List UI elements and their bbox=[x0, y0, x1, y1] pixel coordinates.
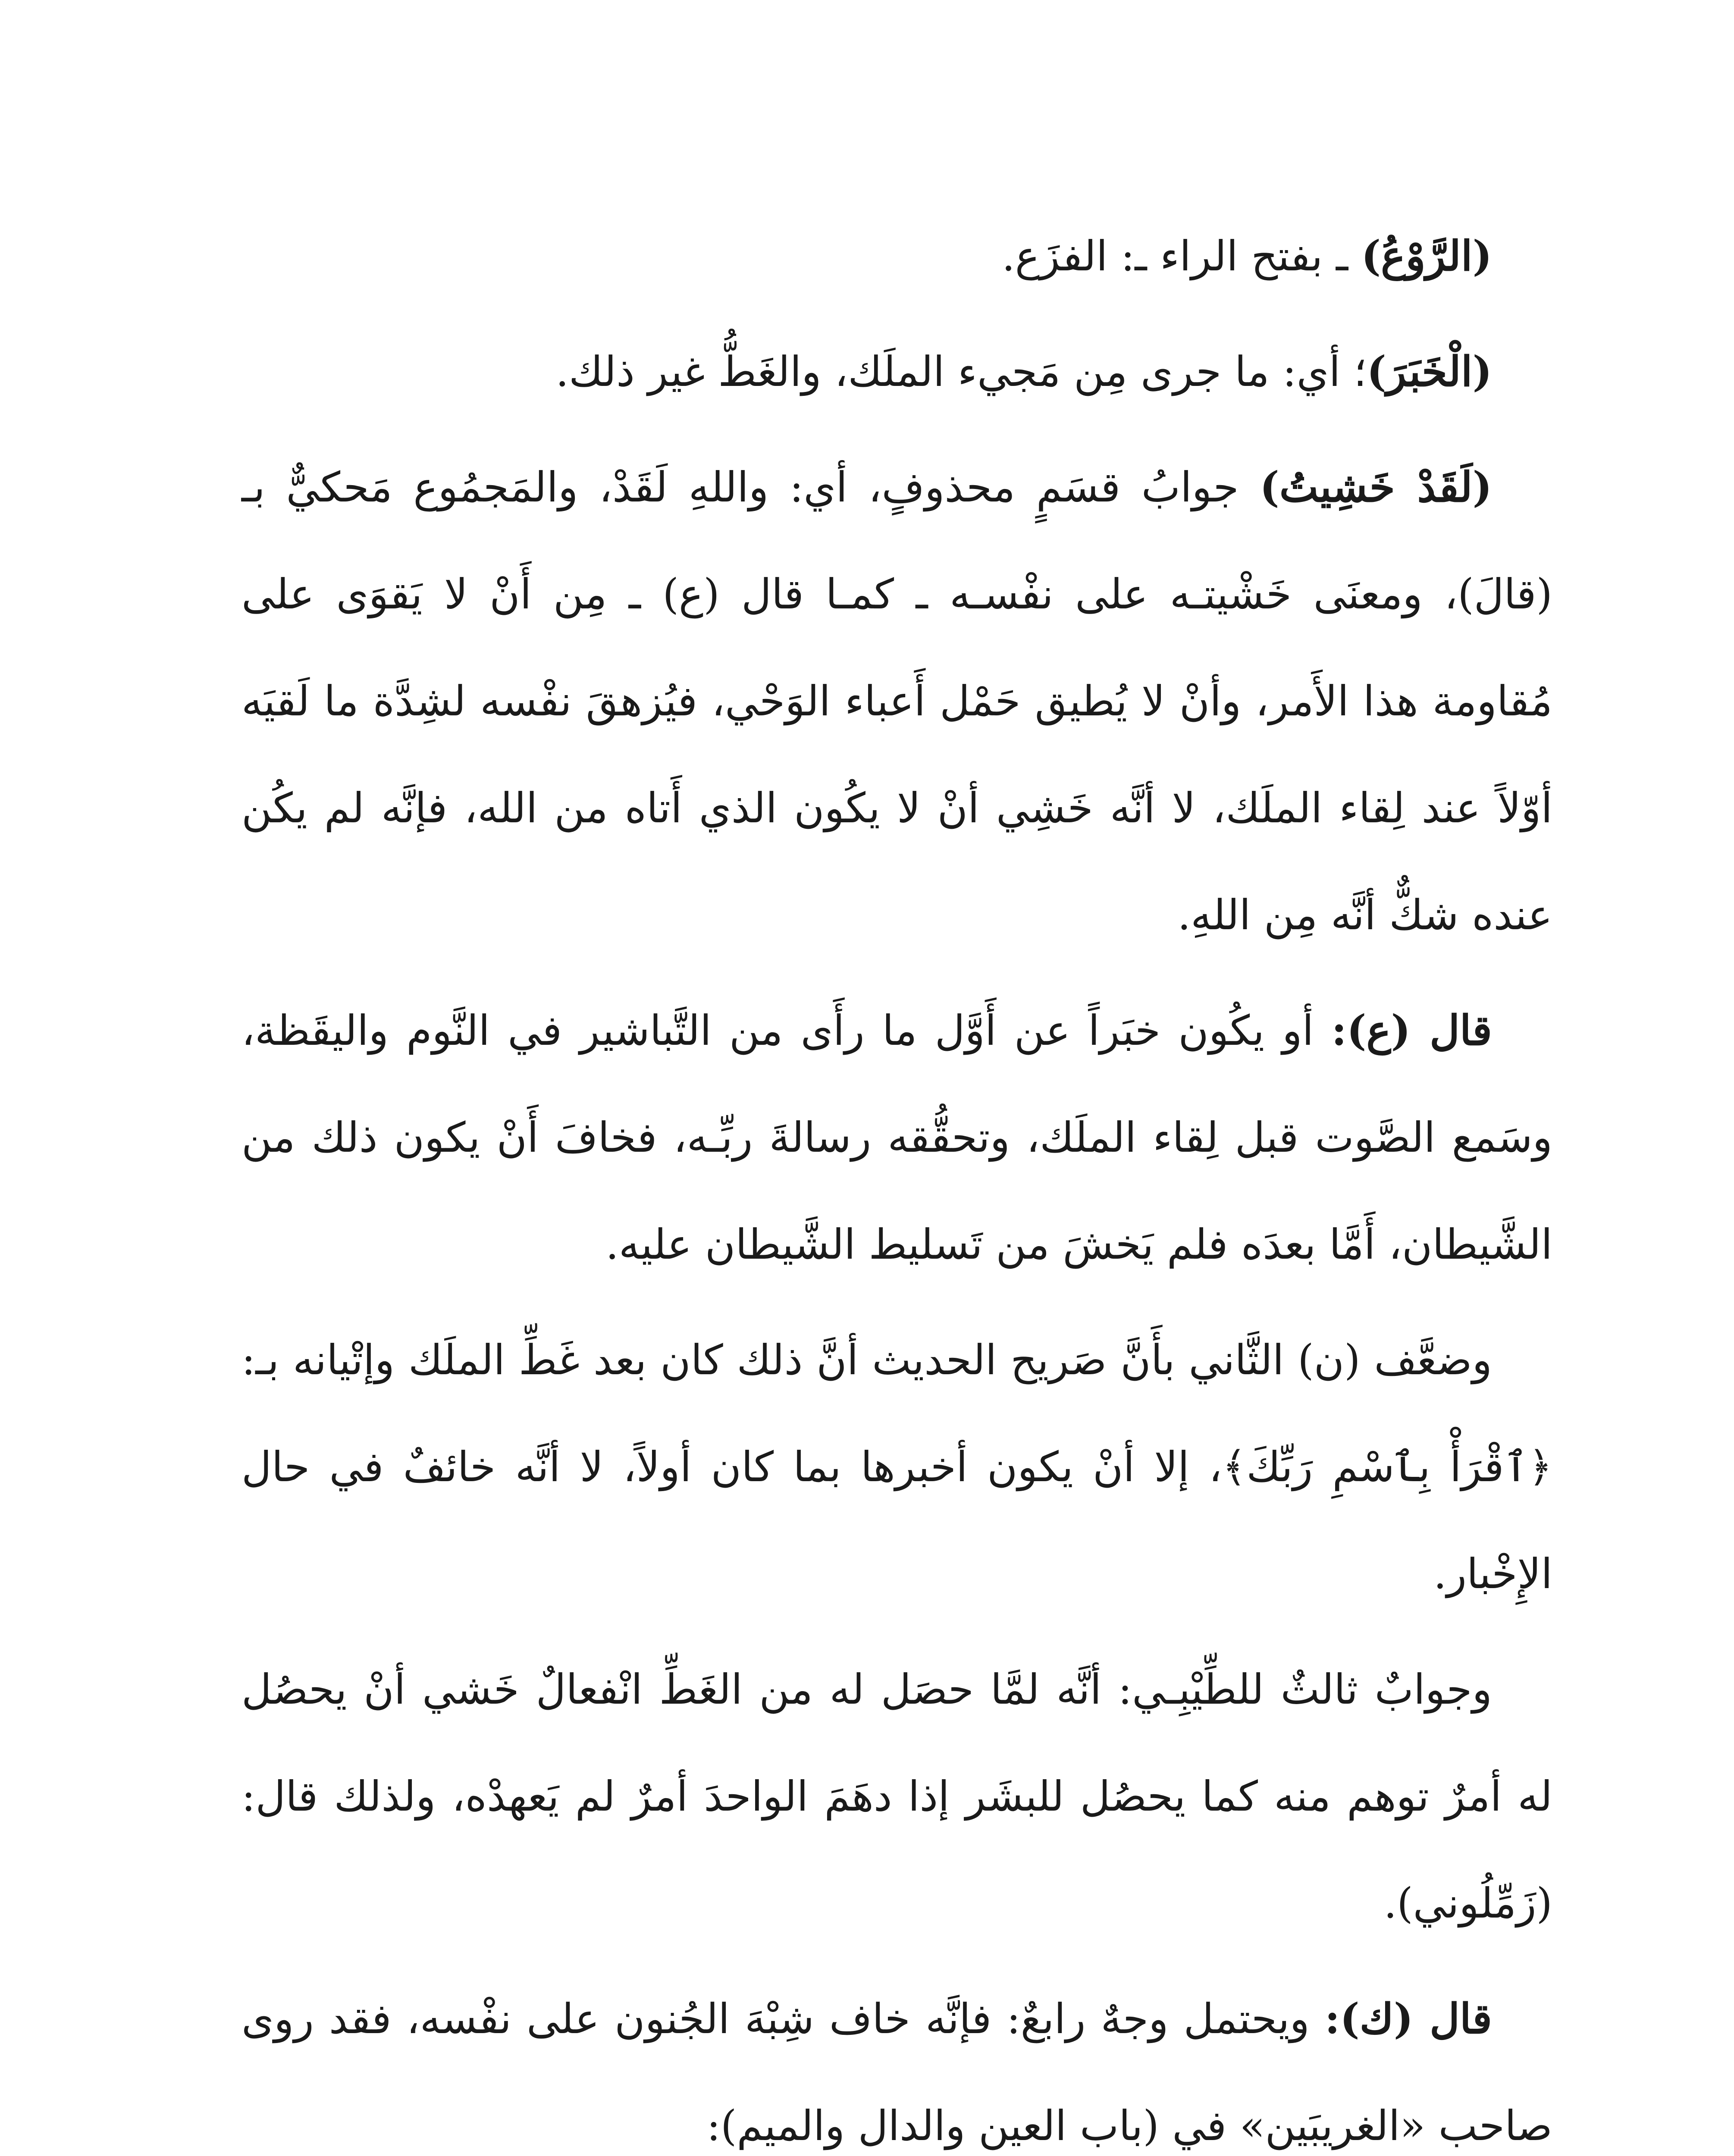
paragraph-text: ـ بفتح الراء ـ: الفزَع. bbox=[1002, 232, 1361, 280]
paragraph-text: وجوابٌ ثالثٌ للطِّيْبِـي: أنَّه لمَّا حصَل له من الغَطِّ انْفعالٌ خَشي أنْ يحصُل له أمرٌ توهم منه كما يحصُل للبشَر إذا دهَمَ الواحدَ أمرٌ لم يَعهدْه، ولذلك قال: (زَمِّلُوني). bbox=[241, 1665, 1552, 1927]
paragraph-text: ويحتمل وجهٌ رابعٌ: فإنَّه خاف شِبْهَ الجُنون على نفْسه، فقد روى صاحب «الغريبَين» في (باب العين والدال والميم): bbox=[241, 1995, 1552, 2150]
paragraph-tibi-answer bbox=[241, 1636, 1552, 1957]
page-text bbox=[241, 203, 1552, 2156]
paragraph-text: أو يكُون خبَراً عن أَوَّل ما رأَى من التَّباشير في النَّوم واليقَظة، وسَمع الصَّوت قبل لِقاء الملَك، وتحقُّقه رسالةَ ربِّـه، فخافَ أَنْ يكون ذلك من الشَّيطان، أَمَّا بعدَه فلم يَخشَ من تَسليط الشَّيطان عليه. bbox=[241, 1006, 1552, 1269]
quran-quote: ﴿ٱقْرَأْ بِٱسْمِ رَبِّكَ﴾ bbox=[1222, 1443, 1553, 1491]
paragraph-nun-weakening bbox=[241, 1307, 1552, 1627]
paragraph-rawu bbox=[241, 203, 1552, 310]
term-heading: (لَقَدْ خَشِيتُ) bbox=[1260, 463, 1493, 511]
term-heading: (الرَّوْعُ) bbox=[1361, 232, 1492, 280]
term-heading: (الْخَبَرَ) bbox=[1367, 347, 1492, 396]
paragraph-text: ، إلا أنْ يكون أخبرها بما كان أولاً، لا أنَّه خائفٌ في حال الإِخْبار. bbox=[241, 1443, 1552, 1598]
paragraph-qal-ain bbox=[241, 977, 1552, 1298]
speaker-heading: قال (ك): bbox=[1324, 1994, 1493, 2043]
paragraph-text: ؛ أي: ما جرى مِن مَجيء الملَك، والغَطُّ غير ذلك. bbox=[555, 348, 1367, 396]
paragraph-laqad-khashitu bbox=[241, 434, 1552, 968]
paragraph-khabar bbox=[241, 318, 1552, 425]
paragraph-qal-kaf bbox=[241, 1965, 1552, 2156]
speaker-heading: قال (ع): bbox=[1331, 1006, 1493, 1055]
paragraph-text: جوابُ قسَمٍ محذوفٍ، أي: واللهِ لَقَدْ، والمَجمُوع مَحكيٌّ بـ (قالَ)، ومعنَى خَشْيتـه على نفْسـه ـ كمـا قال (ع) ـ مِن أَنْ لا يَقوَى على مُقاومة هذا الأَمر، وأنْ لا يُطيق حَمْل أَعباء الوَحْي، فيُزهقَ نفْسه لشِدَّة ما لَقيَه أوّلاً عند لِقاء الملَك، لا أنَّه خَشِي أنْ لا يكُون الذي أَتاه من الله، فإنَّه لم يكُن عنده شكٌّ أنَّه مِن اللهِ. bbox=[241, 463, 1552, 939]
paragraph-text: وضعَّف (ن) الثَّاني بأَنَّ صَريح الحديث أنَّ ذلك كان بعد غَطِّ الملَك وإتْيانه بـ: bbox=[241, 1336, 1492, 1384]
